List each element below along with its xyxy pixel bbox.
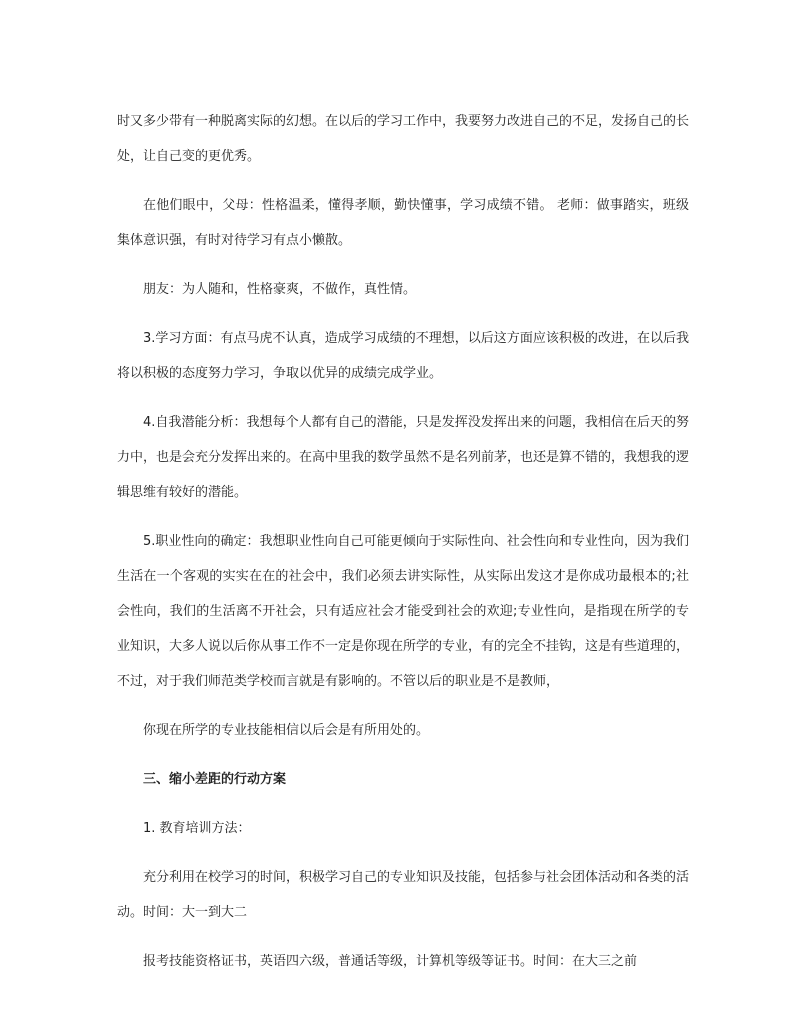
paragraph-certificates: 报考技能资格证书，英语四六级，普通话等级，计算机等级等证书。时间：在大三之前: [143, 954, 638, 969]
paragraph-others-view: 在他们眼中，父母：性格温柔，懂得孝顺，勤快懂事，学习成绩不错。 老师：做事踏实，班级集体意识强，有时对待学习有点小懒散。: [117, 198, 689, 248]
document-page: [117, 104, 689, 979]
paragraph-study-aspect: 3.学习方面：有点马虎不认真，造成学习成绩的不理想，以后这方面应该积极的改进，在以后我将以积极的态度努力学习，争取以优异的成绩完成学业。: [117, 331, 689, 381]
paragraph-potential-analysis: 4.自我潜能分析：我想每个人都有自己的潜能，只是发挥没发挥出来的问题，我相信在后天的努力中，也是会充分发挥出来的。在高中里我的数学虽然不是名列前茅，也还是算不错的，我想我的逻辑思维有较好的潜能。: [117, 415, 690, 500]
section-heading-action-plan: 三、缩小差距的行动方案: [143, 772, 287, 787]
paragraph-career-orientation: 5.职业性向的确定：我想职业性向自己可能更倾向于实际性向、社会性向和专业性向，因为我们生活在一个客观的实实在在的社会中，我们必须去讲实际性，从实际出发这才是你成功最根本的;社会性向，我们的生活离不开社会，只有适应社会才能受到社会的欢迎;专业性向，是指现在所学的专业知识，大多人说以后你从事工作不一定是你现在所学的专业，有的完全不挂钩，这是有些道理的，不过，对于我们师范类学校而言就是有影响的。不管以后的职业是不是教师，: [117, 534, 690, 689]
paragraph-campus-study: 充分利用在校学习的时间，积极学习自己的专业知识及技能，包括参与社会团体活动和各类的活动。时间：大一到大二: [117, 870, 690, 920]
paragraph-skills-useful: 你现在所学的专业技能相信以后会是有所用处的。: [143, 723, 430, 738]
paragraph-continuation: 时又多少带有一种脱离实际的幻想。在以后的学习工作中，我要努力改进自己的不足，发扬自己的长处，让自己变的更优秀。: [117, 114, 690, 164]
subheading-education-training: 1. 教育培训方法：: [143, 821, 251, 836]
paragraph-friends-view: 朋友：为人随和，性格豪爽，不做作，真性情。: [143, 282, 417, 297]
